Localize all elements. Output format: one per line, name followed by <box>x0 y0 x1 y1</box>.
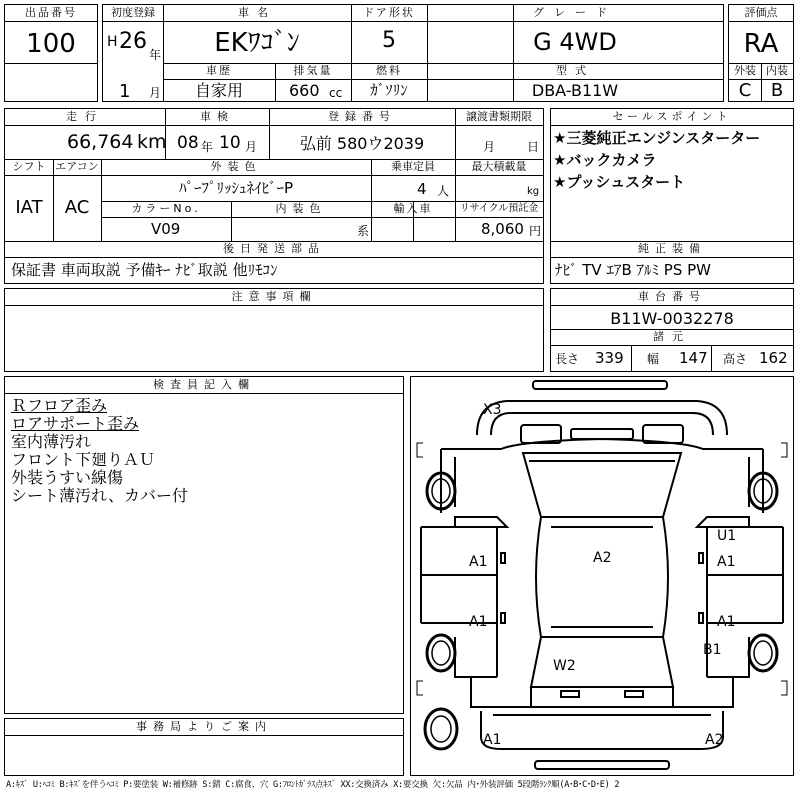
recycle-value: 8,060 <box>481 220 524 238</box>
grade-value: G 4WD <box>533 28 617 56</box>
genuine-equipment-label: 純正装備 <box>638 242 706 255</box>
length-label: 長さ <box>555 352 580 366</box>
fuel-label: 燃料 <box>376 64 402 77</box>
lot-number-box <box>4 4 98 102</box>
capacity-label: 乗車定員 <box>391 160 435 173</box>
exterior-grade: C <box>738 80 752 101</box>
chassis-label: 車台番号 <box>638 290 706 303</box>
vehicle-details-table <box>4 108 544 284</box>
max-load-unit: kg <box>527 186 540 197</box>
inspector-remark-line: シート薄汚れ、カバー付 <box>11 486 188 505</box>
inspector-remark-line: フロント下廻りＡＵ <box>11 450 156 469</box>
aircon-value: AC <box>64 197 90 218</box>
sales-points-label: セールスポイント <box>612 110 732 123</box>
reg-number-label: 登録番号 <box>328 110 396 123</box>
inspector-label: 検査員記入欄 <box>153 378 255 391</box>
car-name-value: EKﾜｺﾞﾝ <box>214 28 300 58</box>
inspection-year: 08 <box>177 133 199 153</box>
transfer-day-unit: 日 <box>527 140 540 154</box>
notes-label: 注意事項欄 <box>231 290 317 303</box>
year-unit: 年 <box>149 48 162 62</box>
recycle-unit: 円 <box>529 224 542 238</box>
inspector-remark-line: Ｒフロア歪み <box>11 396 108 415</box>
mileage-unit: km <box>137 131 167 153</box>
model-value: DBA-B11W <box>531 81 619 100</box>
later-parts-value: 保証書 車両取説 予備ｷｰ ﾅﾋﾞ取説 他ﾘﾓｺﾝ <box>11 261 278 279</box>
model-label: 型式 <box>556 64 594 77</box>
damage-mark-a1-right-lower: A1 <box>717 614 736 630</box>
color-no-label: カラーNo. <box>131 202 201 215</box>
aircon-label: エアコン <box>55 160 99 173</box>
shift-label: シフト <box>12 160 46 173</box>
inspection-year-unit: 年 <box>201 140 214 154</box>
transfer-month-unit: 月 <box>483 140 496 154</box>
office-box <box>4 718 404 776</box>
mileage-label: 走行 <box>66 110 104 123</box>
height-label: 高さ <box>723 352 748 366</box>
color-no-value: V09 <box>151 220 181 238</box>
import-label: 輸入車 <box>393 202 433 215</box>
door-value: 5 <box>382 28 396 53</box>
damage-mark-a1-bottom-left: A1 <box>483 732 502 748</box>
chassis-value: B11W-0032278 <box>610 309 734 328</box>
fuel-value: ｶﾞｿﾘﾝ <box>370 81 408 99</box>
chassis-box <box>550 288 794 372</box>
month-unit: 月 <box>149 86 162 100</box>
vehicle-header-table <box>102 4 724 102</box>
interior-grade: B <box>770 80 784 101</box>
inspector-box <box>4 376 404 714</box>
capacity-unit: 人 <box>437 184 450 198</box>
damage-diagram <box>410 376 794 776</box>
inspector-remark-line: ロアサポート歪み <box>11 414 140 433</box>
max-load-label: 最大積載量 <box>471 160 527 173</box>
car-name-label: 車名 <box>238 6 276 19</box>
displacement-unit: cc <box>329 86 343 100</box>
inspector-remark-line: 外装うすい線傷 <box>11 468 124 487</box>
notes-box <box>4 288 544 372</box>
reg-number-value: 弘前 580ウ2039 <box>299 134 425 153</box>
door-label: ドア形状 <box>363 6 415 19</box>
height-value: 162 <box>759 349 788 367</box>
transfer-deadline-label: 譲渡書類期限 <box>466 110 532 123</box>
width-label: 幅 <box>647 352 660 366</box>
first-reg-year: 26 <box>119 29 147 54</box>
history-label: 車歴 <box>206 64 232 77</box>
damage-mark-w2-rear: W2 <box>553 658 576 674</box>
later-parts-label: 後日発送部品 <box>223 242 325 255</box>
width-value: 147 <box>679 349 708 367</box>
score-value: RA <box>743 29 779 59</box>
damage-mark-a1-left-upper: A1 <box>469 554 488 570</box>
ext-color-label: 外装色 <box>210 160 262 173</box>
damage-mark-u1-right: U1 <box>717 528 737 544</box>
damage-mark-a1-left-lower: A1 <box>469 614 488 630</box>
grade-label: グレード <box>533 6 617 19</box>
inspection-month: 10 <box>219 133 241 153</box>
length-value: 339 <box>595 349 624 367</box>
exterior-label: 外装 <box>734 64 756 77</box>
displacement-value: 660 <box>289 81 320 100</box>
damage-mark-x3: X3 <box>483 402 502 418</box>
sales-points-box <box>550 108 794 284</box>
score-label: 評価点 <box>744 6 778 19</box>
int-color-unit: 系 <box>357 224 370 238</box>
sales-point-item: ★バックカメラ <box>553 151 657 169</box>
lot-number-value: 100 <box>26 29 76 59</box>
era-letter: H <box>107 34 118 50</box>
first-reg-month: 1 <box>119 81 131 102</box>
interior-label: 内装 <box>766 64 788 77</box>
inspection-label: 車検 <box>200 110 234 123</box>
history-value: 自家用 <box>194 81 243 100</box>
lot-number-label: 出品番号 <box>25 6 77 19</box>
first-reg-label: 初度登録 <box>111 6 155 19</box>
genuine-equipment-value: ﾅﾋﾞ TV ｴｱB ｱﾙﾐ PS PW <box>555 261 711 279</box>
inspection-month-unit: 月 <box>245 140 258 154</box>
ext-color-value: ﾊﾟｰﾌﾟﾘｯｼｭﾈｲﾋﾞｰP <box>178 179 294 197</box>
damage-mark-b1-right: B1 <box>703 642 722 658</box>
capacity-value: 4 <box>417 180 427 198</box>
damage-mark-a2-center: A2 <box>593 550 612 566</box>
spec-label: 諸元 <box>653 330 691 343</box>
damage-mark-a2-bottom-right: A2 <box>705 732 724 748</box>
car-outline-diagram <box>411 377 793 775</box>
inspector-remark-line: 室内薄汚れ <box>11 432 92 451</box>
mileage-value: 66,764 <box>67 131 134 153</box>
score-box <box>728 4 794 102</box>
inspector-remarks <box>11 397 188 505</box>
recycle-label: リサイクル預託金 <box>459 203 539 214</box>
sales-point-item: ★三菱純正エンジンスターター <box>553 129 761 147</box>
int-color-label: 内装色 <box>275 202 327 215</box>
office-label: 事務局よりご案内 <box>136 720 272 733</box>
damage-legend: A:ｷｽﾞ U:ﾍｺﾐ B:ｷｽﾞを伴うﾍｺﾐ P:要塗装 W:補修跡 S:錆 C:腐食、穴 G:ﾌﾛﾝﾄｶﾞﾗｽ点ｷｽﾞ XX:交換済み X:要交換 欠:欠品 内･外装評価 5段階ﾗﾝｸ順(A･B･C･D･E) 2 <box>6 780 620 790</box>
sales-point-item: ★プッシュスタート <box>553 173 686 191</box>
shift-value: IAT <box>15 197 43 218</box>
damage-mark-a1-right-upper: A1 <box>717 554 736 570</box>
displacement-label: 排気量 <box>293 64 333 77</box>
